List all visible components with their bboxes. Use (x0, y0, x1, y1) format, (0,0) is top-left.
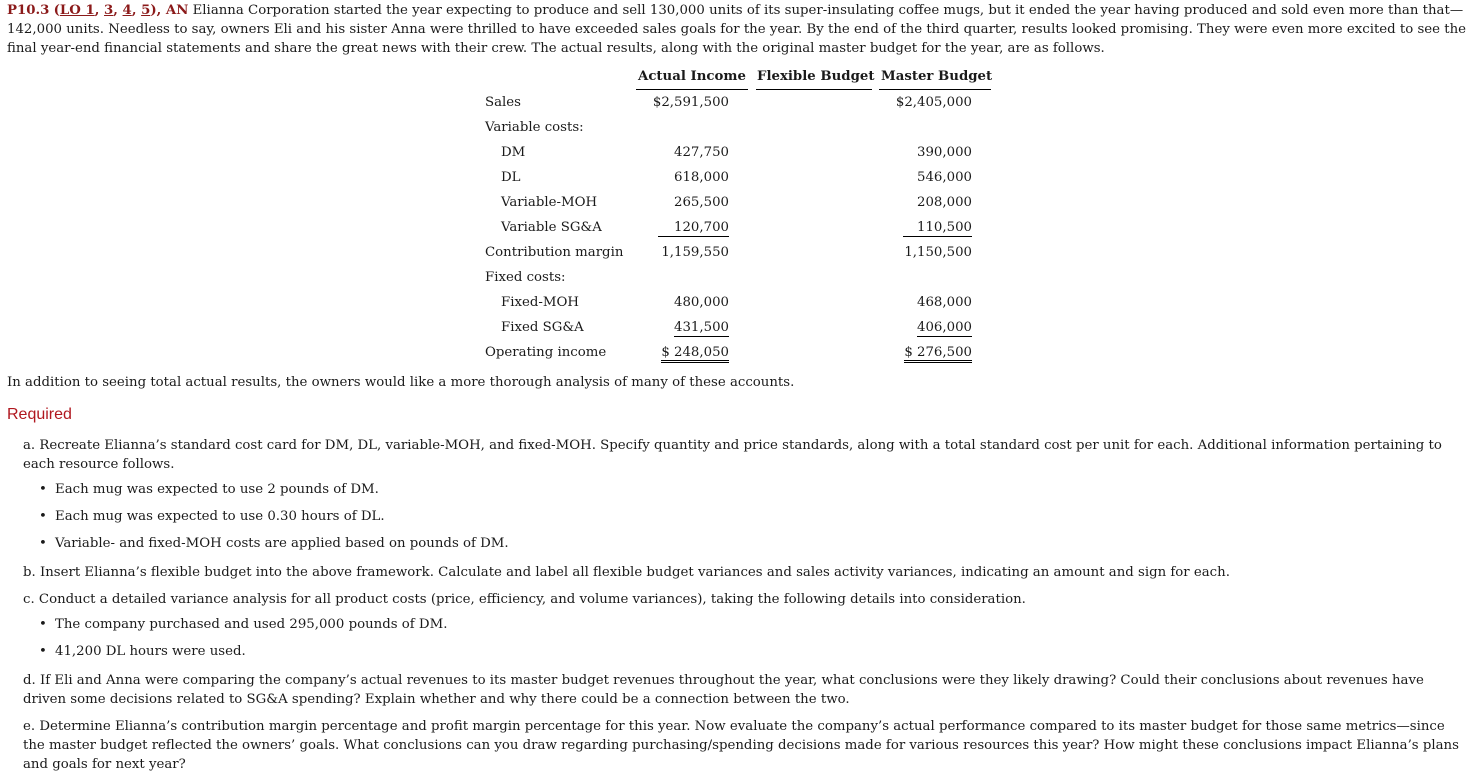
row-label-operating-income: Operating income (485, 345, 607, 360)
actual-sales: $2,591,500 (652, 95, 729, 110)
bullet-c-2: • 41,200 DL hours were used. (55, 644, 246, 659)
master-dm: 390,000 (917, 145, 972, 160)
problem-intro: P10.3 (LO 1, 3, 4, 5), AN Elianna Corporation started the year expecting to produce and sell 130,000 units of its super-insulating coffee mugs, but it ended the year having produced and sold even more than that—142,000 units. Needless to say, owners Eli and his sister Anna were thrilled to have exceeded sales goals for the year. By the end of the third quarter, results looked promising. They were even more excited to see the final year-end financial statements and share the great news with their crew. The actual results, along with the original master budget for the year, are as follows. (7, 3, 1467, 56)
bullet-a-2: • Each mug was expected to use 0.30 hours of DL. (55, 509, 385, 524)
header-flexible: Flexible Budget (757, 69, 875, 84)
header-actual: Actual Income (638, 69, 746, 84)
requirement-d: d. If Eli and Anna were comparing the company’s actual revenues to its master budget revenues throughout the year, what conclusions were they likely drawing? Could their conclusions about revenues have driven some decisions related to SG&A spending? Explain whether and why there could be a connection between the two. (23, 673, 1424, 707)
row-label-contribution-margin: Contribution margin (485, 245, 624, 260)
row-label-variable-sga: Variable SG&A (501, 220, 602, 235)
requirement-e: e. Determine Elianna’s contribution margin percentage and profit margin percentage for this year. Now evaluate the company’s actual performance compared to its master budget for those same metrics—since the master budget reflected the owners’ goals. What conclusions can you draw regarding purchasing/spending decisions made for various resources this year? How might these conclusions impact Elianna’s plans and goals for next year? (23, 719, 1459, 772)
actual-variable-moh: 265,500 (674, 195, 729, 210)
master-sales: $2,405,000 (895, 95, 972, 110)
required-heading: Required (7, 406, 72, 423)
lo-link-1[interactable]: LO 1 (59, 3, 95, 18)
lo-close: ), AN (150, 3, 189, 18)
row-label-variable-moh: Variable-MOH (501, 195, 598, 210)
actual-dl: 618,000 (674, 170, 729, 185)
row-label-fixed-sga: Fixed SG&A (501, 320, 584, 335)
actual-operating-income: $ 248,050 (661, 345, 729, 363)
row-label-variable-costs: Variable costs: (485, 120, 584, 135)
requirement-b: b. Insert Elianna’s flexible budget into the above framework. Calculate and label all flexible budget variances and sales activity variances, indicating an amount and sign for each. (23, 565, 1230, 580)
master-contribution-margin: 1,150,500 (904, 245, 972, 260)
problem-id: P10.3 (7, 3, 50, 18)
after-table-text: In addition to seeing total actual results, the owners would like a more thorough analysis of many of these accounts. (7, 375, 795, 390)
row-label-fixed-moh: Fixed-MOH (501, 295, 579, 310)
master-fixed-moh: 468,000 (917, 295, 972, 310)
requirement-a: a. Recreate Elianna’s standard cost card for DM, DL, variable-MOH, and fixed-MOH. Specify quantity and price standards, along with a total standard cost per unit for each. Additional information pertaining to each resource follows. (23, 438, 1442, 472)
master-variable-sga: 110,500 (903, 220, 972, 237)
header-rule-master (879, 89, 991, 90)
master-operating-income: $ 276,500 (904, 345, 972, 363)
budget-table (0, 0, 1472, 380)
row-label-dm: DM (501, 145, 526, 160)
actual-dm: 427,750 (674, 145, 729, 160)
lo-link-4[interactable]: 4 (122, 3, 132, 18)
intro-text: Elianna Corporation started the year expecting to produce and sell 130,000 units of its super-insulating coffee mugs, but it ended the year having produced and sold even more than that—142,000 units. Needless to say, owners Eli and his sister Anna were thrilled to have exceeded sales goals for the year. By the end of the third quarter, results looked promising. They were even more excited to see the final year-end financial statements and share the great news with their crew. The actual results, along with the original master budget for the year, are as follows. (7, 3, 1467, 56)
master-variable-moh: 208,000 (917, 195, 972, 210)
master-fixed-sga: 406,000 (917, 320, 972, 335)
actual-contribution-margin: 1,159,550 (661, 245, 729, 260)
header-rule-flexible (756, 89, 872, 90)
lo-link-3[interactable]: 3 (104, 3, 114, 18)
row-label-fixed-costs: Fixed costs: (485, 270, 566, 285)
header-master: Master Budget (881, 69, 993, 84)
master-dl: 546,000 (917, 170, 972, 185)
lo-link-5[interactable]: 5 (141, 3, 151, 18)
actual-fixed-moh: 480,000 (674, 295, 729, 310)
row-label-dl: DL (501, 170, 521, 185)
row-label-sales: Sales (485, 95, 521, 110)
header-rule-actual (636, 89, 748, 90)
bullet-a-1: • Each mug was expected to use 2 pounds of DM. (55, 482, 379, 497)
actual-fixed-sga: 431,500 (674, 320, 729, 335)
bullet-a-3: • Variable- and fixed-MOH costs are applied based on pounds of DM. (55, 536, 509, 551)
requirement-c: c. Conduct a detailed variance analysis for all product costs (price, efficiency, and volume variances), taking the following details into consideration. (23, 592, 1026, 607)
bullet-c-1: • The company purchased and used 295,000 pounds of DM. (55, 617, 447, 632)
actual-variable-sga: 120,700 (658, 220, 729, 237)
lo-open: ( (53, 3, 60, 18)
